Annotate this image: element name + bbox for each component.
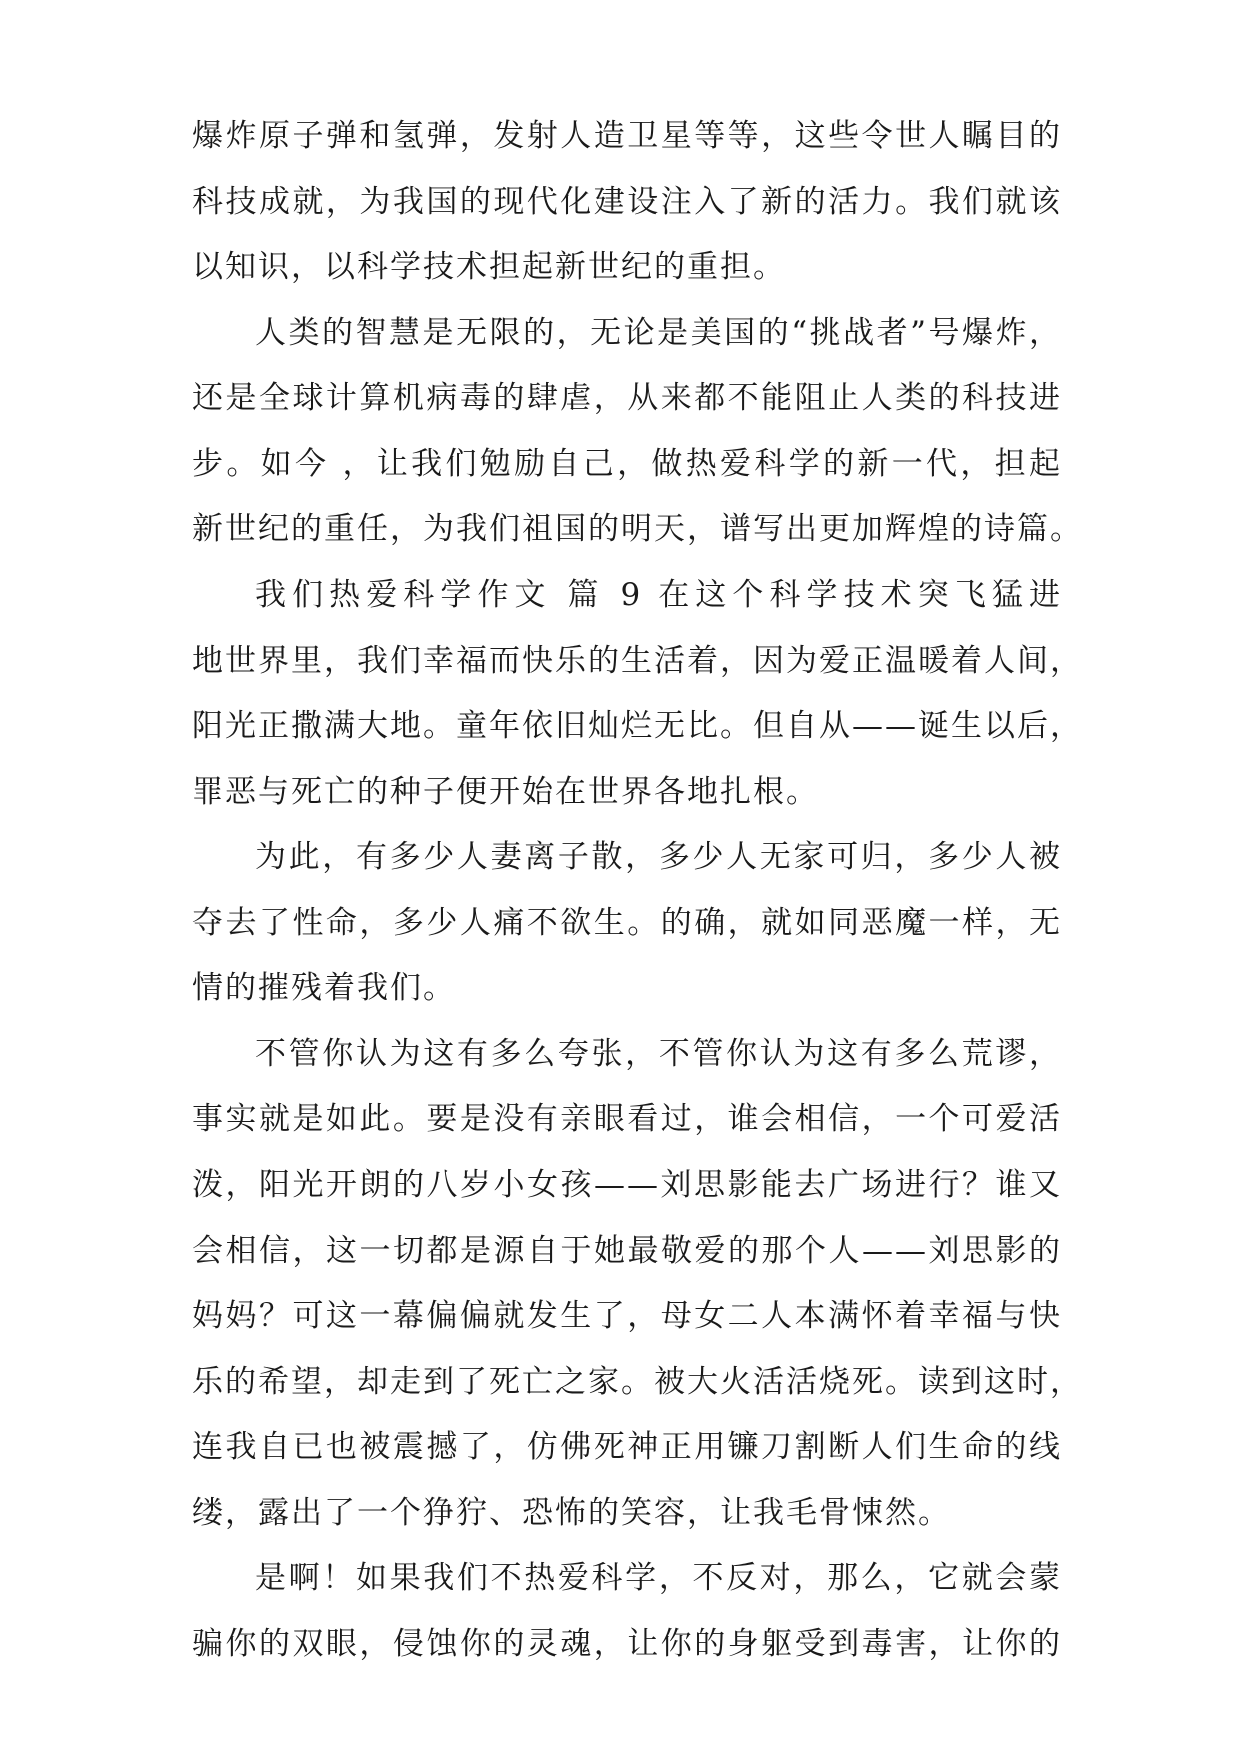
text-line: 情的摧残着我们。 [192, 970, 456, 1006]
section-heading-line: 我们热爱科学作文 篇 9 在这个科学技术突飞猛进 [255, 577, 1062, 613]
text-line: 骗你的双眼，侵蚀你的灵魂，让你的身躯受到毒害，让你的 [192, 1626, 1062, 1662]
text-line: 为此，有多少人妻离子散，多少人无家可归，多少人被 [255, 839, 1062, 875]
text-line: 会相信，这一切都是源自于她最敬爱的那个人——刘思影的 [192, 1233, 1062, 1269]
text-line: 不管你认为这有多么夸张，不管你认为这有多么荒谬， [255, 1036, 1062, 1072]
text-line: 乐的希望，却走到了死亡之家。被大火活活烧死。读到这时， [192, 1364, 1083, 1400]
text-line: 地世界里，我们幸福而快乐的生活着，因为爱正温暖着人间， [192, 643, 1083, 679]
text-line: 事实就是如此。要是没有亲眼看过，谁会相信，一个可爱活 [192, 1101, 1062, 1137]
text-line: 夺去了性命，多少人痛不欲生。的确，就如同恶魔一样，无 [192, 905, 1062, 941]
text-line: 人类的智慧是无限的，无论是美国的“挑战者”号爆炸， [255, 315, 1062, 351]
text-line: 以知识，以科学技术担起新世纪的重担。 [192, 249, 786, 285]
text-line: 泼，阳光开朗的八岁小女孩——刘思影能去广场进行？谁又 [192, 1167, 1062, 1203]
text-line: 还是全球计算机病毒的肆虐，从来都不能阻止人类的科技进 [192, 380, 1062, 416]
text-line: 缕，露出了一个狰狞、恐怖的笑容，让我毛骨悚然。 [192, 1495, 951, 1531]
text-line: 阳光正撒满大地。童年依旧灿烂无比。但自从——诞生以后， [192, 708, 1083, 744]
text-line: 爆炸原子弹和氢弹，发射人造卫星等等，这些令世人瞩目的 [192, 118, 1062, 154]
text-line: 科技成就，为我国的现代化建设注入了新的活力。我们就该 [192, 184, 1062, 220]
text-line: 连我自已也被震撼了，仿佛死神正用镰刀割断人们生命的线 [192, 1429, 1062, 1465]
text-line: 步。如今 ，让我们勉励自己，做热爱科学的新一代，担起 [192, 446, 1062, 482]
text-line: 罪恶与死亡的种子便开始在世界各地扎根。 [192, 774, 819, 810]
text-line: 新世纪的重任，为我们祖国的明天，谱写出更加辉煌的诗篇。 [192, 511, 1083, 547]
text-line: 妈妈？可这一幕偏偏就发生了，母女二人本满怀着幸福与快 [192, 1298, 1062, 1334]
text-line: 是啊！如果我们不热爱科学，不反对，那么，它就会蒙 [255, 1560, 1062, 1596]
